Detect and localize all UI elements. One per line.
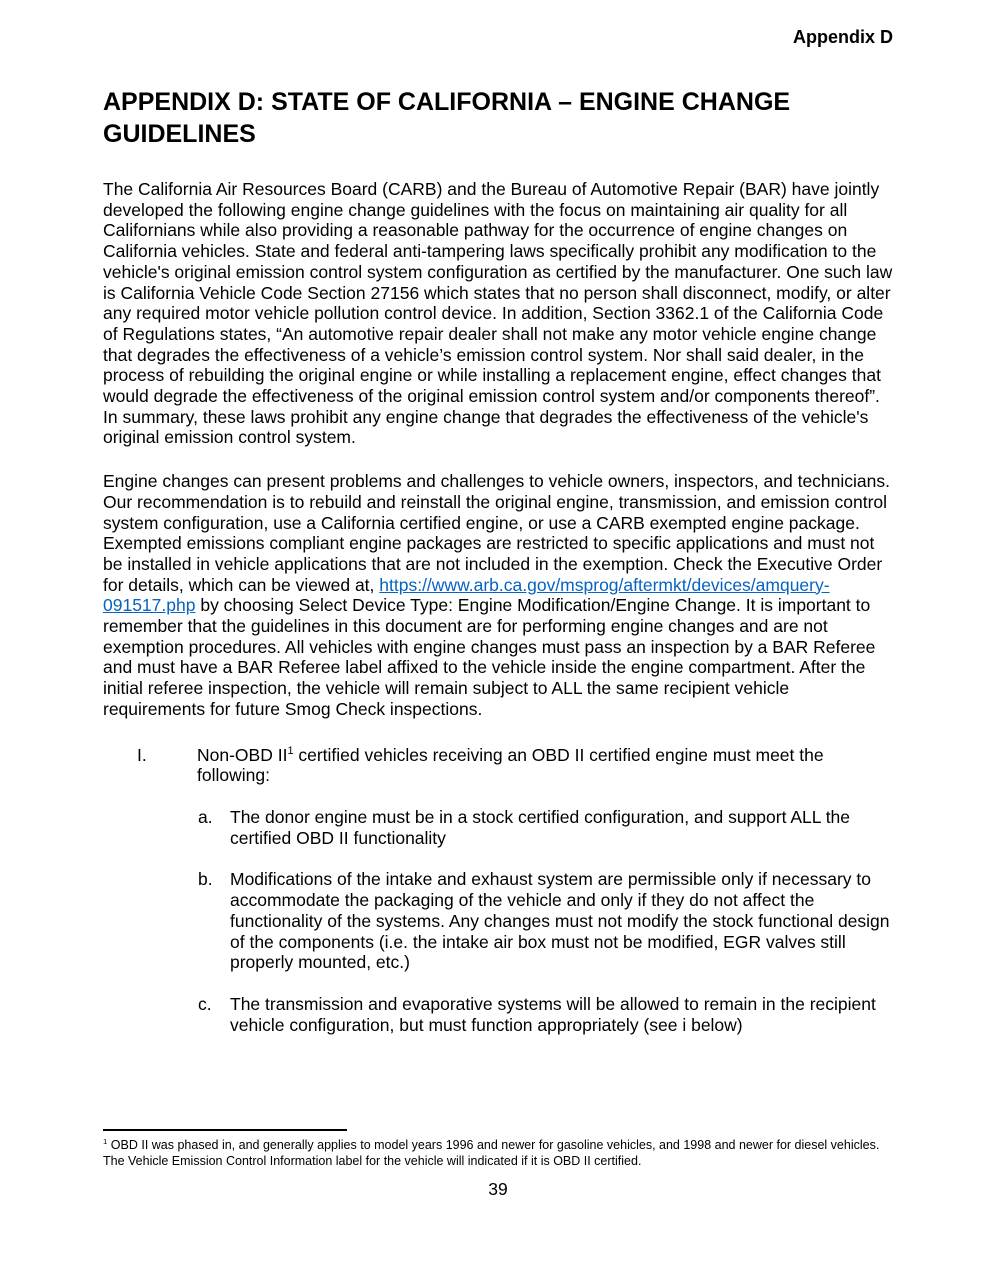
footnote-separator-rule bbox=[103, 1129, 347, 1131]
sub-item-b-text: Modifications of the intake and exhaust system are permissible only if necessary to accommodate the packaging of the vehicle and only if they do not affect the functionality of the systems. Any changes must not modify the stock functional design of the components (i.e. the intake air box must not be modified, EGR valves still properly mounted, etc.) bbox=[230, 869, 890, 973]
paragraph-engine-changes bbox=[103, 471, 893, 719]
footnote-text: OBD II was phased in, and generally applies to model years 1996 and newer for gasoline vehicles, and 1998 and newer for diesel vehicles. The Vehicle Emission Control Information label for the vehicle will indicated if it is OBD II certified. bbox=[103, 1138, 880, 1168]
footnote bbox=[103, 1138, 893, 1169]
sub-item-a-label: a. bbox=[198, 806, 213, 827]
sub-item-c bbox=[103, 994, 893, 1035]
list-item-text-after-sup: certified vehicles receiving an OBD II certified engine must meet the following: bbox=[197, 744, 824, 786]
page-title: APPENDIX D: STATE OF CALIFORNIA – ENGINE CHANGE GUIDELINES bbox=[103, 88, 791, 148]
engine-change-list bbox=[103, 745, 893, 1036]
sub-item-a bbox=[103, 807, 893, 848]
sub-item-b-label: b. bbox=[198, 869, 213, 890]
list-item-roman-1 bbox=[103, 745, 893, 786]
page-footer bbox=[103, 1129, 893, 1200]
paragraph-intro: The California Air Resources Board (CARB) and the Bureau of Automotive Repair (BAR) have jointly developed the following engine change guidelines with the focus on maintaining air quality for all Californians while also providing a reasonable pathway for the occurrence of engine changes on California vehicles. State and federal anti-tampering laws specifically prohibit any modification to the vehicle's original emission control system configuration as certified by the manufacturer. One such law is California Vehicle Code Section 27156 which states that no person shall disconnect, modify, or alter any required motor vehicle pollution control device. In addition, Section 3362.1 of the California Code of Regulations states, “An automotive repair dealer shall not make any motor vehicle engine change that degrades the effectiveness of a vehicle’s emission control system. Nor shall said dealer, in the process of rebuilding the original engine or while installing a replacement engine, effect changes that would degrade the effectiveness of the original emission control system and/or components thereof”. In summary, these laws prohibit any engine change that degrades the effectiveness of the vehicle's original emission control system. bbox=[103, 179, 893, 448]
list-item-roman-1-label: I. bbox=[137, 744, 147, 765]
list-item-roman-1-text bbox=[197, 745, 893, 786]
sub-item-b bbox=[103, 869, 893, 973]
list-item-text-before-sup: Non-OBD II bbox=[197, 744, 288, 765]
page-header-label: Appendix D bbox=[792, 27, 893, 47]
sub-item-a-text: The donor engine must be in a stock certified configuration, and support ALL the certified OBD II functionality bbox=[230, 806, 851, 848]
page-number: 39 bbox=[488, 1179, 508, 1199]
footnote-marker: 1 bbox=[103, 1136, 108, 1146]
paragraph-text-after-link: by choosing Select Device Type: Engine Modification/Engine Change. It is important to remember that the guidelines in this document are for performing engine changes and are not exemption procedures. All vehicles with engine changes must pass an inspection by a BAR Referee and must have a BAR Referee label affixed to the vehicle inside the engine compartment. After the initial referee inspection, the vehicle will remain subject to ALL the same recipient vehicle requirements for future Smog Check inspections. bbox=[103, 595, 876, 719]
footnote-reference-marker: 1 bbox=[287, 744, 294, 757]
paragraph-text-before-link: Engine changes can present problems and challenges to vehicle owners, inspectors, and technicians. Our recommendation is to rebuild and reinstall the original engine, transmission, and emission control system configuration, use a California certified engine, or use a CARB exempted engine package. Exempted emissions compliant engine packages are restricted to specific applications and must not be installed in vehicle applications that are not included in the exemption. Check the Executive Order for details, which can be viewed at, bbox=[103, 471, 891, 595]
sub-item-c-label: c. bbox=[198, 993, 212, 1014]
arb-url-link[interactable]: https://www.arb.ca.gov/msprog/aftermkt/devices/amquery-091517.php bbox=[103, 574, 830, 616]
sub-item-c-text: The transmission and evaporative systems will be allowed to remain in the recipient vehicle configuration, but must function appropriately (see i below) bbox=[230, 993, 876, 1035]
